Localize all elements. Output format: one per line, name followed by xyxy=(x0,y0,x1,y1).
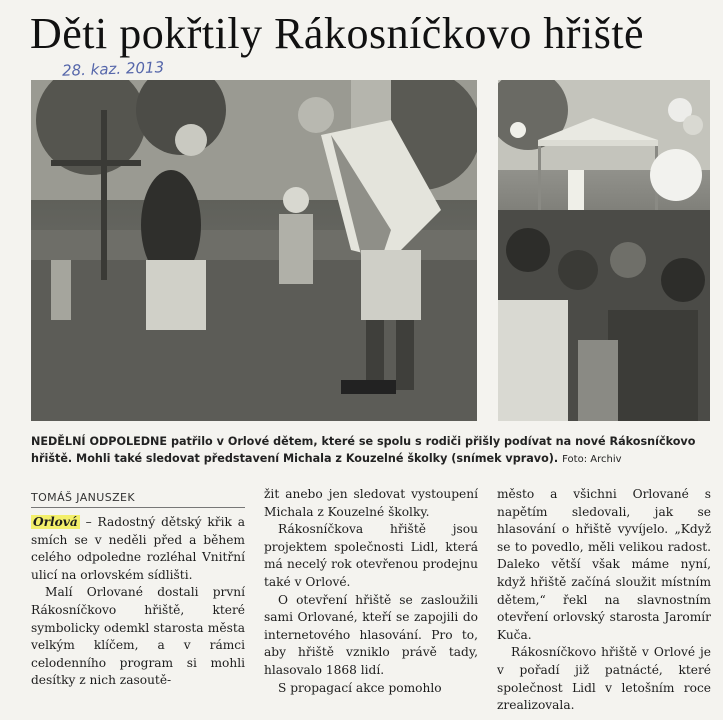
paragraph: Malí Orlované dostali první Rákosníčkovo hřiště, které symbolicky odemkl starosta města velkým klíčem, a v rámci celodenního program si mohli desítky z nich zasoutě- xyxy=(31,585,245,688)
photo-children-playground xyxy=(31,80,477,421)
photo-caption xyxy=(31,433,715,468)
paragraph: město a všichni Orlované s napětím sledovali, jak se hlasování o hřiště vyvíjelo. „Když se to povedlo, měli velikou radost. Daleko větší však máme nyní, když hřiště začíná sloužit místním dětem,“ řekl na slavnostním otevření orlovský starosta Jaromír Kuča. xyxy=(497,487,711,642)
paragraph: Rákosníčkova hřiště jsou projektem společnosti Lidl, která má necelý rok otevřenou prodejnu také v Orlové. xyxy=(264,522,478,589)
photo-credit: Foto: Archiv xyxy=(562,454,622,465)
caption-lead: NEDĚLNÍ ODPOLEDNE xyxy=(31,435,168,448)
author-byline: TOMÁŠ JANUSZEK xyxy=(31,491,245,508)
article-column-1 xyxy=(31,514,245,690)
paragraph: žit anebo jen sledovat vystoupení Michala z Kouzelné školky. xyxy=(264,487,478,519)
stage-photo-illustration xyxy=(498,80,710,421)
playground-photo-illustration xyxy=(31,80,477,421)
headline: Děti pokřtily Rákosníčkovo hřiště xyxy=(30,9,645,58)
paragraph: S propagací akce pomohlo xyxy=(278,680,442,695)
article-column-2 xyxy=(264,486,478,697)
article-column-3 xyxy=(497,486,711,715)
paragraph: Rákosníčkovo hřiště v Orlové je v pořadí již patnácté, které společnost Lidl v letošním roce zrealizovala. xyxy=(497,645,711,713)
paragraph-text: – Radostný dětský křik a smích se v neděli před a během celého odpoledne rozléhal Vnitřní ulicí na orlovském sídlišti. xyxy=(31,515,245,582)
paragraph: O otevření hřiště se zasloužili sami Orlované, kteří se zapojili do internetového hlasování. Pro to, aby hřiště vzniklo právě tady, hlasovalo 1868 lidí. xyxy=(264,592,478,677)
caption-text: patřilo v Orlové dětem, které se spolu s rodiči přišly podívat na nové Rákosníčkovo hřiště. Mohli také sledovat představení Michala z Kouzelné školky (snímek vpravo). xyxy=(31,435,696,465)
dateline-place: Orlová xyxy=(33,515,78,529)
paragraph xyxy=(31,514,245,584)
handwritten-date-note: 28. kaz. 2013 xyxy=(61,58,165,80)
photo-stage-performance xyxy=(498,80,710,421)
